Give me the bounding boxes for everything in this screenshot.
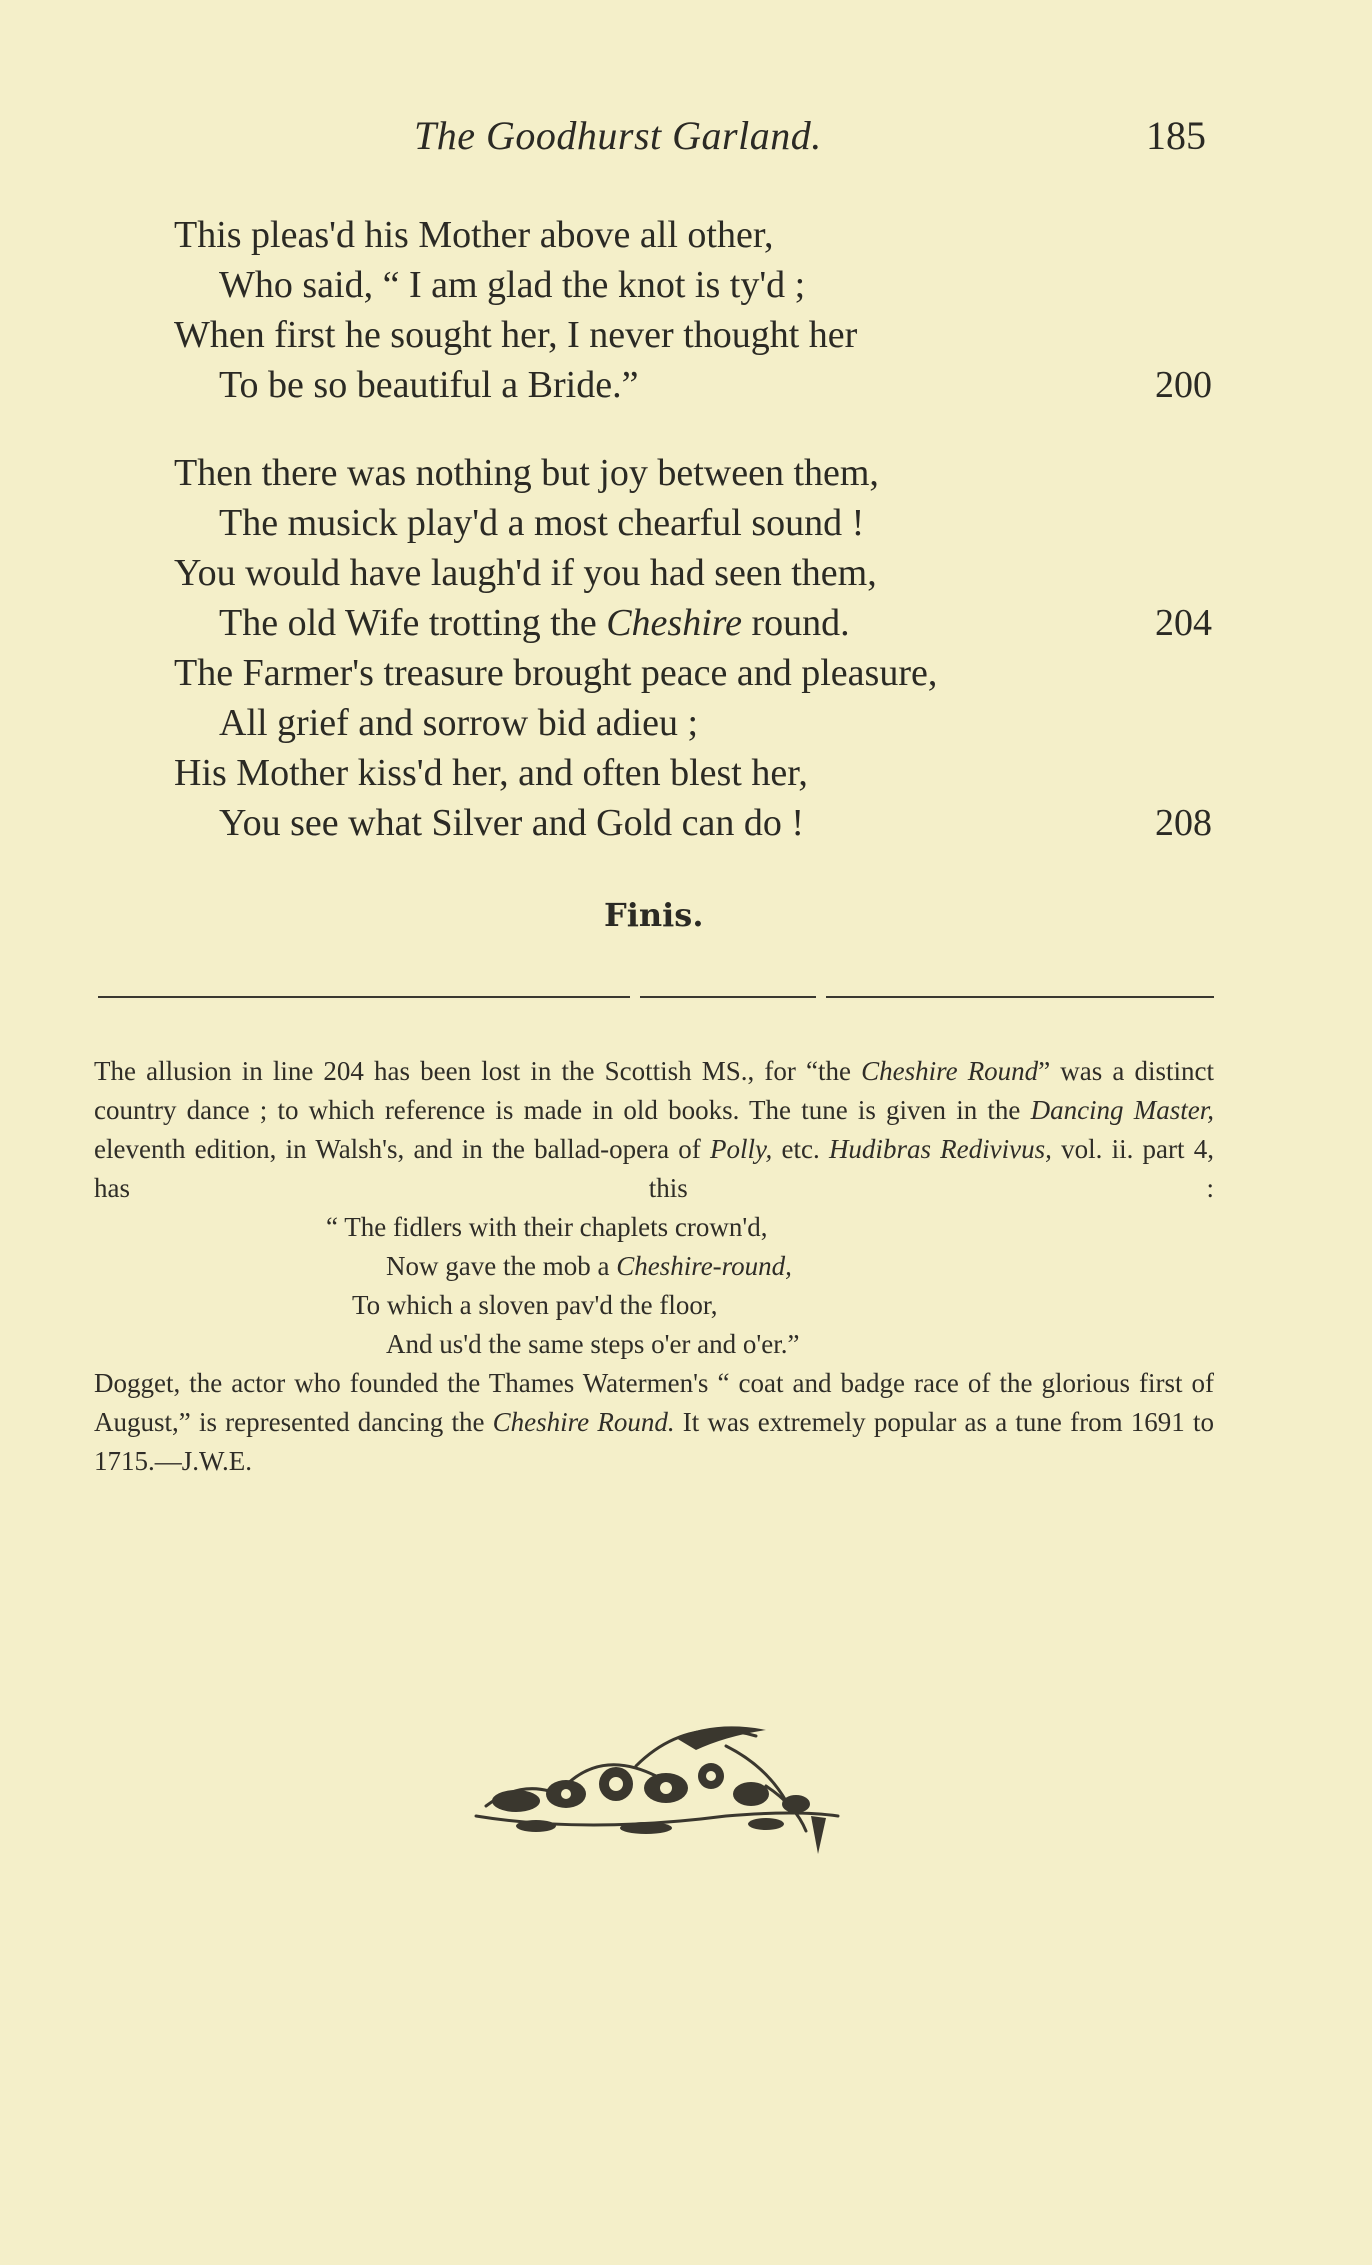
note-italic: Dancing Master, bbox=[1030, 1095, 1214, 1125]
line-text: His Mother kiss'd her, and often blest her, bbox=[174, 752, 808, 794]
line-text: The old Wife trotting the bbox=[219, 602, 607, 644]
poem-line bbox=[174, 748, 1224, 798]
line-text: The Farmer's treasure brought peace and pleasure, bbox=[174, 652, 938, 694]
quote-line bbox=[94, 1247, 1214, 1286]
note-text: ” was a distinct country dance ; to which reference is made in old books. The tune is given in the bbox=[94, 1056, 1214, 1125]
note-italic: Cheshire Round bbox=[861, 1056, 1039, 1086]
running-title: The Goodhurst Garland. bbox=[414, 113, 822, 158]
quote-line: And us'd the same steps o'er and o'er.” bbox=[386, 1329, 800, 1359]
note-text: vol. ii. part 4, has this : bbox=[94, 1134, 1215, 1203]
quote-line: To which a sloven pav'd the floor, bbox=[352, 1290, 718, 1320]
line-italic-text: Cheshire bbox=[606, 602, 742, 644]
divider-rule bbox=[826, 996, 1214, 998]
line-text: Who said, “ I am glad the knot is ty'd ; bbox=[219, 264, 806, 306]
line-text: The musick play'd a most chearful sound ! bbox=[219, 502, 865, 544]
divider-rule bbox=[640, 996, 816, 998]
quote-italic: Cheshire-round, bbox=[616, 1251, 792, 1281]
line-number: 204 bbox=[1155, 602, 1212, 644]
poem-line bbox=[174, 360, 1224, 410]
note-text: eleventh edition, in Walsh's, and in the ballad-opera of bbox=[94, 1134, 711, 1164]
note-text: etc. bbox=[772, 1134, 829, 1164]
note-paragraph bbox=[94, 1364, 1214, 1481]
poem-line bbox=[174, 260, 1224, 310]
poem-line bbox=[174, 548, 1224, 598]
quote-line: “ The fidlers with their chaplets crown'd, bbox=[326, 1212, 768, 1242]
line-number: 208 bbox=[1155, 802, 1212, 844]
quote-text: Now gave the mob a bbox=[386, 1251, 617, 1281]
divider-rule bbox=[98, 996, 630, 998]
line-text: When first he sought her, I never thought her bbox=[174, 314, 858, 356]
floral-tailpiece-ornament bbox=[466, 1706, 846, 1856]
line-text: You would have laugh'd if you had seen them, bbox=[174, 552, 877, 594]
poem-line bbox=[174, 798, 1224, 848]
line-text: You see what Silver and Gold can do ! bbox=[219, 802, 805, 844]
poem-line bbox=[174, 598, 1224, 648]
verse-quote bbox=[94, 1208, 1214, 1364]
note-paragraph bbox=[94, 1052, 1214, 1208]
line-text: Then there was nothing but joy between them, bbox=[174, 452, 879, 494]
line-text: This pleas'd his Mother above all other, bbox=[174, 214, 774, 256]
poem bbox=[174, 210, 1224, 848]
poem-line bbox=[174, 310, 1224, 360]
poem-line bbox=[174, 498, 1224, 548]
line-text: round. bbox=[742, 602, 850, 644]
note-text: The allusion in line 204 has been lost in the Scottish MS., for “the bbox=[94, 1056, 862, 1086]
editorial-note bbox=[94, 1052, 1214, 1481]
poem-line bbox=[174, 698, 1224, 748]
line-text: To be so beautiful a Bride.” bbox=[219, 364, 639, 406]
note-italic: Hudibras Redivivus, bbox=[828, 1134, 1052, 1164]
line-number: 200 bbox=[1155, 364, 1212, 406]
poem-line bbox=[174, 210, 1224, 260]
poem-line bbox=[174, 448, 1224, 498]
note-text: Dogget, the actor who founded the Thames Watermen's “ coat and badge race of the glorious first of August,” is represented dancing the bbox=[94, 1368, 1214, 1437]
note-text: It was extremely popular as a tune from 1691 to 1715.—J.W.E. bbox=[94, 1407, 1214, 1476]
note-italic: Cheshire Round. bbox=[492, 1407, 675, 1437]
page-header bbox=[0, 112, 1372, 172]
note-italic: Polly, bbox=[710, 1134, 773, 1164]
poem-line bbox=[174, 648, 1224, 698]
line-text: All grief and sorrow bid adieu ; bbox=[219, 702, 699, 744]
page-number: 185 bbox=[1146, 113, 1206, 158]
stanza-gap bbox=[174, 410, 1224, 448]
finis-mark: Finis. bbox=[604, 896, 704, 934]
